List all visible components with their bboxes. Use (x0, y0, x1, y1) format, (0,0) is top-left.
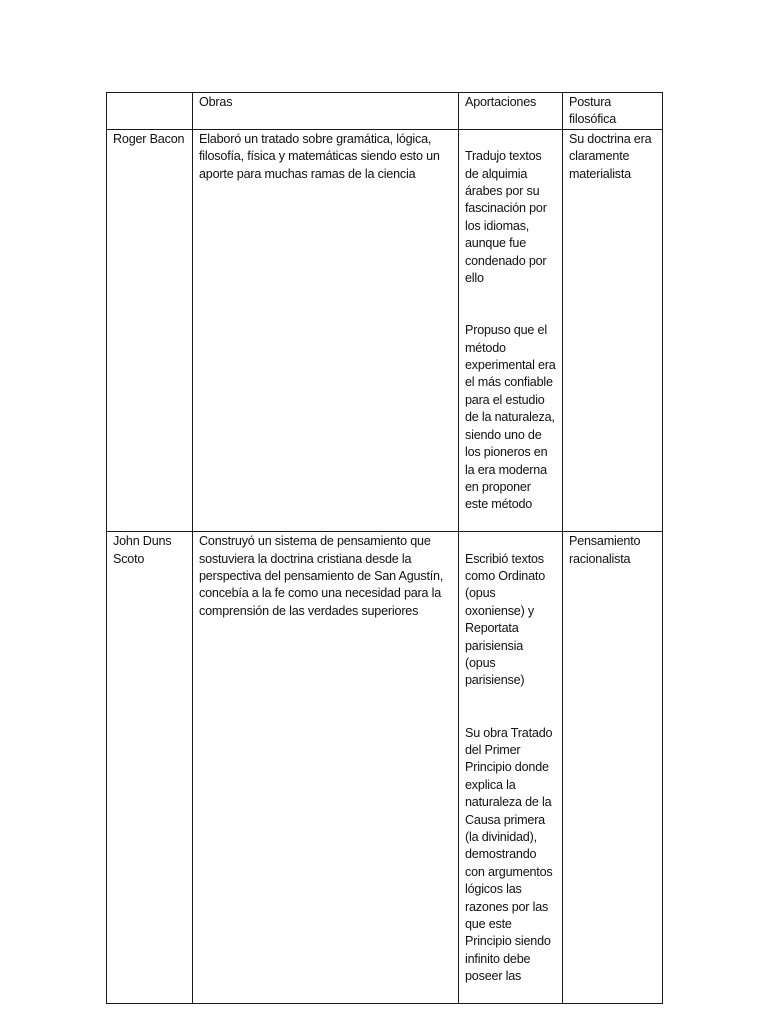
table-header-row (107, 93, 663, 130)
postura-cell: Su doctrina era claramente materialista (563, 129, 663, 531)
aportacion-paragraph: Tradujo textos de alquimia árabes por su fascinación por los idiomas, aunque fue condenado por ello (465, 149, 547, 286)
table-row (107, 129, 663, 531)
aportaciones-cell (459, 129, 563, 531)
philosopher-name: John Duns Scoto (107, 532, 193, 1004)
obras-cell: Construyó un sistema de pensamiento que sostuviera la doctrina cristiana desde la perspectiva del pensamiento de San Agustín, concebía a la fe como una necesidad para la comprensión de las verdades superiores (193, 532, 459, 1004)
aportacion-paragraph: Propuso que el método experimental era el más confiable para el estudio de la naturaleza, siendo uno de los pioneros en la era moderna en proponer este método (465, 323, 556, 512)
philosopher-name: Roger Bacon (107, 129, 193, 531)
header-cell-obras: Obras (193, 93, 459, 130)
aportacion-paragraph: Su obra Tratado del Primer Principio donde explica la naturaleza de la Causa primera (la divinidad), demostrando con argumentos lógicos las razones por las que este Principio siendo infinito debe poseer las (465, 725, 553, 984)
table-row (107, 532, 663, 1004)
header-cell-empty (107, 93, 193, 130)
aportacion-paragraph: Escribió textos como Ordinato (opus oxoniense) y Reportata parisiensia (opus parisiense) (465, 551, 545, 688)
obras-cell: Elaboró un tratado sobre gramática, lógica, filosofía, física y matemáticas siendo esto un aporte para muchas ramas de la ciencia (193, 129, 459, 531)
philosophers-table (106, 92, 663, 1004)
header-cell-postura: Postura filosófica (563, 93, 663, 130)
postura-cell: Pensamiento racionalista (563, 532, 663, 1004)
header-cell-aportaciones: Aportaciones (459, 93, 563, 130)
aportaciones-cell (459, 532, 563, 1004)
